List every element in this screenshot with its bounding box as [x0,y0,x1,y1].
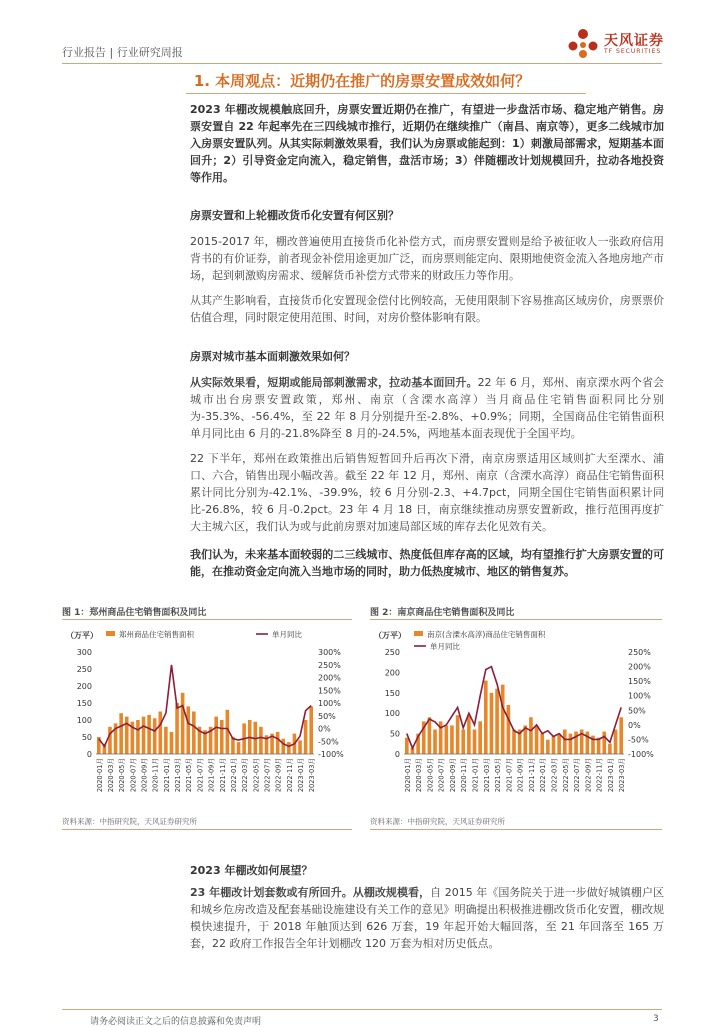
sales-area-bar [574,732,578,754]
sales-area-bar [461,730,465,754]
x-tick-label: 2022-01月 [539,758,548,793]
y-left-tick-label: 250 [76,665,92,674]
sales-area-bar [495,689,499,754]
chart-unit-label: （万平） [66,631,98,640]
y-right-tick-label: 0% [318,724,331,734]
y-right-tick-label: 100% [628,691,651,701]
header-breadcrumb: 行业报告 | 行业研究周报 [62,46,183,59]
sales-area-bar [175,703,179,754]
sales-area-bar [287,742,291,754]
x-tick-label: 2021-03月 [482,758,491,793]
sales-area-bar [535,725,539,754]
x-tick-label: 2021-01月 [162,758,171,793]
y-right-tick-label: 250% [628,648,651,657]
brand-logo [566,26,666,62]
x-tick-label: 2020-05月 [426,758,435,793]
x-tick-label: 2021-07月 [505,758,514,793]
sales-area-bar [309,706,313,754]
y-left-tick-label: 100 [384,709,400,719]
sales-area-bar [428,717,432,754]
sales-area-bar [164,727,168,754]
figure-1-rule [62,619,352,620]
figure-1-title: 图 1：郑州商品住宅销售面积及同比 [62,608,207,618]
y-right-tick-label: -100% [318,750,344,759]
sales-area-bar [158,712,162,755]
y-left-tick-label: 0 [394,750,400,759]
question-3: 2023 年棚改如何展望？ [190,864,313,877]
x-tick-label: 2021-01月 [471,758,480,793]
x-tick-label: 2021-11月 [527,758,536,793]
paragraph-6-body: 自 2015 年《国务院关于进一步做好城镇棚户区和城乡危房改造及配套基础设施建设有关工作的意见》明确提出积极推进棚改货币化安置，棚改规模快速提升，于 2018 年触顶达到 626 万套，19 年起开始大幅回落，至 21 年回落至 165 万套，22 政府工作报告全年计划棚改 120 万套为相对历史低点。 [190,886,664,950]
y-right-tick-label: 50% [318,711,336,721]
sales-area-bar [608,744,612,754]
x-tick-label: 2020-05月 [118,758,127,793]
paragraph-1: 2015-2017 年，棚改普遍使用直接货币化补偿方式，而房票安置则是给予被征收人一张政府信用背书的有价证券，前者现金补偿用途更加广泛，而房票则能定向、限期地使资金流入各地房地产市场，起到刺激购房需求、缓解货币补偿方式带来的财政压力等作用。 [190,235,664,282]
paragraph-5: 我们认为，未来基本面较弱的二三线城市、热度低但库存高的区域，均有望推行扩大房票安置的可能，在推动资金定向流入当地市场的同时，助力低热度城市、地区的销售复苏。 [190,548,664,578]
sales-area-bar [125,717,129,754]
y-right-tick-label: 250% [318,660,341,670]
y-right-tick-label: -100% [628,750,654,759]
y-right-tick-label: 150% [628,677,651,687]
sales-area-bar [298,740,302,754]
y-right-tick-label: 200% [318,673,341,683]
paragraph-6-lead: 23 年棚改计划套数或有所回升。从棚改规模看， [190,886,431,899]
question-1: 房票安置和上轮棚改货币化安置有何区别？ [190,209,399,222]
sales-area-bar [614,730,618,754]
sales-area-bar [108,727,112,754]
brand-subtitle: TF SECURITIES [604,48,662,55]
sales-area-bar [192,712,196,755]
x-tick-label: 2022-01月 [229,758,238,793]
sales-area-bar [563,730,567,754]
sales-area-bar [467,715,471,754]
x-tick-label: 2022-03月 [550,758,559,793]
x-tick-label: 2021-11月 [218,758,227,793]
x-tick-label: 2022-05月 [561,758,570,793]
y-right-tick-label: -50% [628,735,649,745]
x-tick-label: 2021-09月 [516,758,525,793]
sales-area-bar [484,681,488,754]
x-tick-label: 2020-11月 [151,758,160,793]
footer-disclaimer: 请务必阅读正文之后的信息披露和免责声明 [90,1017,262,1027]
y-right-tick-label: -50% [318,737,339,747]
y-left-tick-label: 250 [384,648,400,657]
x-tick-label: 2023-03月 [618,758,627,793]
sales-area-bar [456,715,460,754]
y-left-tick-label: 150 [384,688,400,698]
page-number: 3 [653,1014,659,1024]
sales-area-bar [619,717,623,754]
brand-mark-icon [566,26,600,60]
x-tick-label: 2022-09月 [274,758,283,793]
sales-area-bar [540,734,544,754]
x-tick-label: 2022-03月 [241,758,250,793]
y-left-tick-label: 50 [81,733,92,742]
legend-line-label: 单月同比 [272,630,302,639]
y-right-tick-label: 100% [318,699,341,708]
sales-area-bar [445,725,449,754]
header-divider [62,63,662,64]
sales-area-bar [142,717,146,754]
figure-1-chart [62,622,352,812]
sales-area-bar [181,693,185,754]
sales-area-bar [569,734,573,754]
x-tick-label: 2020-03月 [415,758,424,793]
paragraph-3 [190,374,664,442]
question-2: 房票对城市基本面刺激效果如何？ [190,350,355,363]
sales-area-bar [512,730,516,754]
paragraph-2: 从其产生影响看，直接货币化安置现金偿付比例较高，无使用限制下容易推高区域房价，房票票价估值合理，同时限定使用范围、时间，对房价整体影响有限。 [190,294,664,324]
sales-area-bar [552,736,556,754]
legend-bar-swatch [414,631,423,636]
x-tick-label: 2020-09月 [140,758,149,793]
sales-area-bar [602,732,606,754]
x-tick-label: 2023-01月 [297,758,306,793]
paragraph-6 [190,884,664,952]
y-left-tick-label: 50 [389,729,400,739]
sales-area-bar [473,730,477,754]
x-tick-label: 2021-03月 [174,758,183,793]
x-tick-label: 2020-07月 [129,758,138,793]
footer-divider [62,1009,662,1010]
sales-area-bar [276,732,280,754]
y-left-tick-label: 0 [86,750,92,759]
sales-area-bar [220,720,224,754]
y-left-tick-label: 300 [76,648,92,657]
figure-2-rule [370,619,662,620]
x-tick-label: 2021-05月 [494,758,503,793]
chart-unit-label: （万平） [374,631,406,640]
brand-name: 天风证券 [604,33,664,49]
sales-area-bar [586,732,590,754]
x-tick-label: 2020-09月 [448,758,457,793]
sales-area-bar [450,725,454,754]
section-title: 1. 本周观点：近期仍在推广的房票安置成效如何？ [193,72,531,90]
sales-area-bar [490,693,494,754]
x-tick-label: 2021-09月 [207,758,216,793]
sales-area-bar [405,738,409,754]
sales-area-bar [529,717,533,754]
sales-area-bar [546,740,550,754]
legend-bar-label: 郑州商品住宅销售面积 [119,630,194,639]
x-tick-label: 2023-01月 [606,758,615,793]
y-right-tick-label: 50% [628,706,646,716]
figure-2-source: 资料来源：中指研究院，天风证券研究所 [370,817,505,826]
x-tick-label: 2022-07月 [573,758,582,793]
figure-2-title: 图 2：南京商品住宅销售面积及同比 [370,608,515,618]
sales-area-bar [153,718,157,754]
legend-bar-label: 南京(含溧水高淳)商品住宅销售面积 [427,630,546,639]
x-tick-label: 2023-03月 [308,758,317,793]
paragraph-3-body: 22 年 6 月，郑州、南京溧水两个省会城市出台房票安置政策，郑州、南京（含溧水高淳）当月商品住宅销售面积同比分别为-35.3%、-56.4%，至 22 年 8 月分别提升至-2.8%、+0.9%；同期，全国商品住宅销售面积单月同比由 6 月的-21.8%降至 8 月的-24.5%，两地基本面表现优于全国平均。 [190,376,665,440]
x-tick-label: 2022-11月 [285,758,294,793]
paragraph-4: 22 下半年，郑州在政策推出后销售短暂回升后再次下滑，南京房票适用区域则扩大至溧水、浦口、六合，销售出现小幅改善。截至 22 年 12 月，郑州、南京（含溧水高淳）商品住宅销售面积累计同比分别为-42.1%、-39.9%，较 6 月分别-2.3、+4.7pct，同期全国住宅销售面积累计同比-26.8%，较 6 月-0.2pct。23 年 4 月 18 日，南京继续推动房票安置新政，推行范围再度扩大主城六区，我们认为或与此前房票对加速局部区域的库存去化见效有关。 [190,452,664,533]
x-tick-label: 2022-09月 [584,758,593,793]
x-tick-label: 2020-01月 [95,758,104,793]
intro-paragraph: 2023 年棚改规模触底回升，房票安置近期仍在推广，有望进一步盘活市场、稳定地产销售。房票安置自 22 年起率先在三四线城市推行，近期仍在继续推广（南昌、南京等），更多二线城市加入房票安置队列。从其实际刺激效果看，我们认为房票或能起到：1）刺激局部需求，短期基本面回升；2）引导资金定向流入，稳定销售，盘活市场；3）伴随棚改计划规模回升，拉动各地投资等作用。 [190,103,664,184]
sales-area-bar [214,717,218,754]
sales-area-bar [433,730,437,754]
x-tick-label: 2021-05月 [185,758,194,793]
sales-area-bar [507,705,511,754]
sales-area-bar [501,685,505,754]
sales-area-bar [281,739,285,754]
figure-2-chart [370,622,662,812]
x-tick-label: 2020-11月 [460,758,469,793]
figure-1-bottom-rule [62,829,352,830]
x-tick-label: 2020-03月 [106,758,115,793]
sales-area-bar [186,706,190,754]
x-tick-label: 2020-07月 [437,758,446,793]
sales-area-bar [557,734,561,754]
y-left-tick-label: 100 [76,716,92,725]
paragraph-3-lead: 从实际效果看，短期或能局部刺激需求，拉动基本面回升。 [190,376,478,389]
figure-1-source: 资料来源：中指研究院，天风证券研究所 [62,817,197,826]
y-right-tick-label: 150% [318,686,341,696]
sales-area-bar [147,715,151,754]
sales-area-bar [136,720,140,754]
y-right-tick-label: 300% [318,648,341,657]
y-right-tick-label: 0% [628,720,641,730]
x-tick-label: 2021-07月 [196,758,205,793]
title-divider [186,93,586,94]
y-left-tick-label: 200 [76,682,92,691]
sales-area-bar [119,713,123,754]
figure-2-bottom-rule [370,829,662,830]
y-left-tick-label: 150 [76,699,92,708]
x-tick-label: 2020-01月 [403,758,412,793]
y-right-tick-label: 200% [628,662,651,672]
x-tick-label: 2022-07月 [263,758,272,793]
legend-bar-swatch [106,631,115,636]
y-left-tick-label: 200 [384,668,400,678]
legend-line-label: 单月同比 [430,642,460,651]
sales-area-bar [304,720,308,754]
x-tick-label: 2022-05月 [252,758,261,793]
x-tick-label: 2022-11月 [595,758,604,793]
sales-area-bar [259,727,263,754]
sales-area-bar [478,721,482,754]
sales-area-bar [237,742,241,754]
sales-area-bar [170,732,174,754]
